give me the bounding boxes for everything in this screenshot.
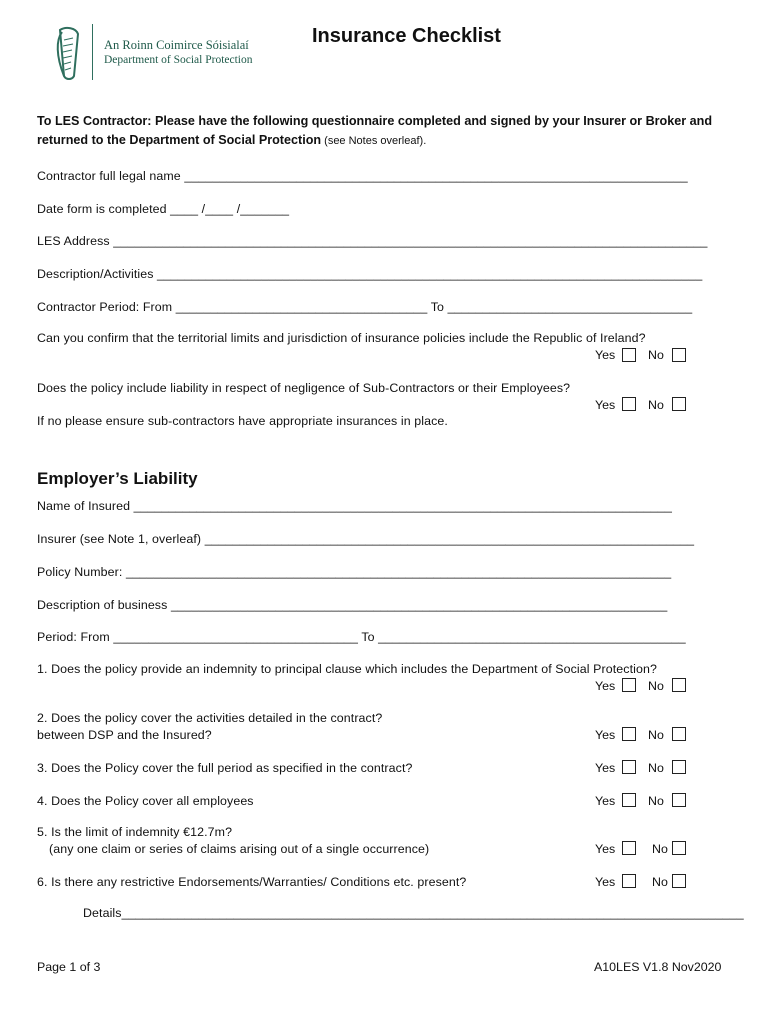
q2-yes-checkbox[interactable] — [622, 727, 636, 741]
q4-no-checkbox[interactable] — [672, 793, 686, 807]
intro-text: To LES Contractor: Please have the following questionnaire completed and signed by your Insurer or Broker and returned to the Department of Social Protection — [37, 114, 713, 147]
no-label: No — [652, 875, 668, 889]
territorial-yes-checkbox[interactable] — [622, 348, 636, 362]
question-2-line1: 2. Does the policy cover the activities detailed in the contract? — [37, 711, 383, 725]
no-label: No — [648, 348, 664, 362]
question-3: 3. Does the Policy cover the full period as specified in the contract? — [37, 761, 413, 775]
q4-yes-checkbox[interactable] — [622, 793, 636, 807]
details-field[interactable]: Details_________________________________________________________________________________________ — [83, 906, 744, 920]
les-address-field[interactable]: LES Address _____________________________________________________________________________________ — [37, 234, 708, 248]
territorial-no-checkbox[interactable] — [672, 348, 686, 362]
q1-no-checkbox[interactable] — [672, 678, 686, 692]
yes-label: Yes — [595, 794, 616, 808]
dept-name-irish: An Roinn Coimirce Sóisialaí — [104, 38, 249, 52]
intro-note: (see Notes overleaf). — [321, 135, 427, 147]
territorial-question: Can you confirm that the territorial limits and jurisdiction of insurance policies include the Republic of Ireland? — [37, 331, 646, 345]
yes-label: Yes — [595, 842, 616, 856]
yes-label: Yes — [595, 348, 616, 362]
q3-yes-checkbox[interactable] — [622, 760, 636, 774]
contractor-period-field[interactable]: Contractor Period: From ____________________________________ To ___________________________________ — [37, 300, 693, 314]
dept-name-english: Department of Social Protection — [104, 54, 253, 66]
page-title: Insurance Checklist — [312, 25, 501, 47]
question-5-line2: (any one claim or series of claims arising out of a single occurrence) — [49, 842, 430, 856]
period-field[interactable]: Period: From ___________________________________ To ____________________________________________ — [37, 630, 686, 644]
department-logo — [50, 24, 260, 82]
subcontractors-note: If no please ensure sub-contractors have appropriate insurances in place. — [37, 414, 448, 428]
harp-icon — [52, 26, 86, 82]
yes-label: Yes — [595, 761, 616, 775]
question-4: 4. Does the Policy cover all employees — [37, 794, 254, 808]
insurer-field[interactable]: Insurer (see Note 1, overleaf) ______________________________________________________________________ — [37, 532, 695, 546]
date-completed-field[interactable]: Date form is completed ____ /____ /_______ — [37, 202, 290, 216]
q1-yes-checkbox[interactable] — [622, 678, 636, 692]
q6-yes-checkbox[interactable] — [622, 874, 636, 888]
description-activities-field[interactable]: Description/Activities ______________________________________________________________________________ — [37, 267, 703, 281]
q2-no-checkbox[interactable] — [672, 727, 686, 741]
question-6: 6. Is there any restrictive Endorsements/Warranties/ Conditions etc. present? — [37, 875, 467, 889]
question-5-line1: 5. Is the limit of indemnity €12.7m? — [37, 825, 233, 839]
yes-label: Yes — [595, 679, 616, 693]
subcontractors-question: Does the policy include liability in respect of negligence of Sub-Contractors or their Employees? — [37, 381, 571, 395]
name-of-insured-field[interactable]: Name of Insured _____________________________________________________________________________ — [37, 499, 672, 513]
no-label: No — [648, 398, 664, 412]
contractor-legal-name-field[interactable]: Contractor full legal name ________________________________________________________________________ — [37, 169, 688, 183]
q3-no-checkbox[interactable] — [672, 760, 686, 774]
yes-label: Yes — [595, 398, 616, 412]
no-label: No — [652, 842, 668, 856]
question-1: 1. Does the policy provide an indemnity to principal clause which includes the Department of Social Protection? — [37, 662, 657, 676]
form-version: A10LES V1.8 Nov2020 — [594, 960, 722, 974]
q5-no-checkbox[interactable] — [672, 841, 686, 855]
subcontractors-no-checkbox[interactable] — [672, 397, 686, 411]
subcontractors-yes-checkbox[interactable] — [622, 397, 636, 411]
no-label: No — [648, 728, 664, 742]
no-label: No — [648, 794, 664, 808]
no-label: No — [648, 761, 664, 775]
description-of-business-field[interactable]: Description of business _______________________________________________________________________ — [37, 598, 668, 612]
policy-number-field[interactable]: Policy Number: ______________________________________________________________________________ — [37, 565, 672, 579]
yes-label: Yes — [595, 875, 616, 889]
intro-paragraph — [37, 112, 737, 151]
employers-liability-heading: Employer’s Liability — [37, 469, 198, 488]
question-2-line2: between DSP and the Insured? — [37, 728, 212, 742]
logo-divider — [92, 24, 93, 80]
q6-no-checkbox[interactable] — [672, 874, 686, 888]
q5-yes-checkbox[interactable] — [622, 841, 636, 855]
page-number: Page 1 of 3 — [37, 960, 101, 974]
yes-label: Yes — [595, 728, 616, 742]
no-label: No — [648, 679, 664, 693]
